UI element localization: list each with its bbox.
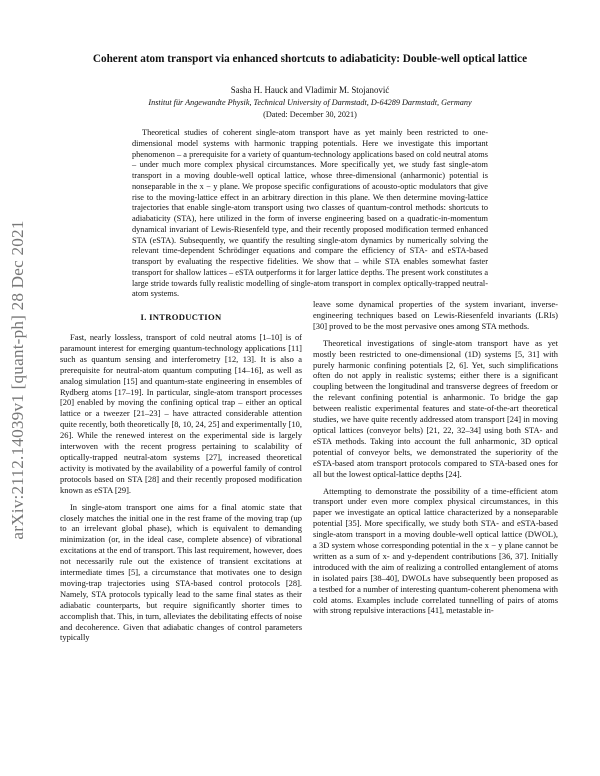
- authors: Sasha H. Hauck and Vladimir M. Stojanović: [230, 85, 390, 95]
- date: (Dated: December 30, 2021): [263, 110, 357, 119]
- paragraph: leave some dynamical properties of the system invariant, inverse-engineering techniques based on Lewis-Riesenfeld invariants (LRIs) [30] proved to be the most pervasive ones among STA methods.: [313, 299, 558, 331]
- paragraph: Fast, nearly lossless, transport of cold neutral atoms [1–10] is of paramount interest for emerging quantum-technology applications [11] such as quantum sensing and interferometry [12, 13]. It is also a prerequisite for neutral-atom quantum computing [14–16], as well as analog simulation [15] and quantum-state engineering in ensembles of Rydberg atoms [17–19]. In particular, single-atom transport processes [20] enabled by moving the confining optical trap – either an optical lattice or a tweezer [21–23] – have attracted considerable attention quite recently, both theoretically [8, 10, 24, 25] and experimentally [10, 26]. While the renewed interest on the experimental side is largely interwoven with the recent progress pertaining to scalability of optically-trapped neutral-atom systems [27], increased theoretical activity is motivated by the availability of a powerful family of control protocols based on STA [28] and their recently proposed modification known as eSTA [29].: [60, 332, 302, 495]
- paragraph: In single-atom transport one aims for a final atomic state that closely matches the initial one in the rest frame of the moving trap (up to an irrelevant global phase), which is equivalent to demanding minimization (or, in the ideal case, complete absence) of vibrational excitations at the end of transport. This last requirement, however, does not necessarily rule out the existence of transient excitations at intermediate times [5], a circumstance that motivates one to design moving-trap trajectories using STA-based control protocols [28]. Namely, STA protocols typically lead to the same final states as their adiabatic counterparts, but require significantly shorter times to accomplish that. This, in turn, alleviates the debilitating effects of noise and decoherence. Given that adiabatic changes of control parameters typically: [60, 501, 302, 643]
- arxiv-stamp-text: arXiv:2112.14039v1 [quant-ph] 28 Dec 2021: [8, 220, 27, 540]
- left-column: [60, 332, 302, 643]
- section-heading: I. INTRODUCTION: [140, 312, 222, 322]
- paper-title: Coherent atom transport via enhanced shortcuts to adiabaticity: Double-well optical lattice: [92, 53, 528, 65]
- paragraph: Attempting to demonstrate the possibility of a time-efficient atom transport under even more complex physical circumstances, in this paper we investigate an optical lattice characterized by a nonseparable potential [35]. More specifically, we study both STA- and eSTA-based single-atom transport in a moving double-well optical lattice (DWOL), a 3D system whose corresponding potential in the x − y plane cannot be written as a sum of x- and y-dependent contributions [36, 37]. Initially introduced with the aim of realizing a controlled entanglement of atoms in isolated pairs [38–40], DWOLs have subsequently been proposed as a testbed for a number of interesting quantum-coherent phenomena with cold atoms. Examples include correlated tunnelling of pairs of atoms with strong repulsive interactions [41], metastable in-: [313, 485, 558, 616]
- right-column: [313, 299, 558, 616]
- paragraph: Theoretical investigations of single-atom transport have as yet mostly been restricted to one-dimensional (1D) systems [5, 31] with purely harmonic confining potentials [2, 6]. Yet, such simplifications often do not apply in realistic systems; either there is a significant coupling between the longitudinal and transverse degrees of freedom or the relevant confining potential is anharmonic. To bridge the gap between realistic experimental features and state-of-the-art theoretical studies, we have quite recently addressed atom transport [24] in moving optical lattices (conveyor belts) [21, 22, 32–34] using both STA- and eSTA methods. Taking into account the full anharmonic, 3D optical potential of conveyor belts, we demonstrated the superiority of the eSTA-based atom transport protocols compared to STA-based ones for all but the lowest optical-lattice depths [24].: [313, 337, 558, 479]
- arxiv-stamp: [4, 160, 32, 600]
- affiliation: Institut für Angewandte Physik, Technical University of Darmstadt, D-64289 Darmstadt, Germany: [148, 98, 472, 107]
- abstract: Theoretical studies of coherent single-atom transport have as yet mainly been restricted to one-dimensional model systems with harmonic trapping potentials. Here we investigate this important phenomenon – a prerequisite for a variety of quantum-technology applications based on cold neutral atoms – under much more complex physical circumstances. More specifically yet, we study fast single-atom transport in a moving double-well optical lattice, whose three-dimensional (anharmonic) potential is nonseparable in the x − y plane. We propose specific configurations of acousto-optic modulators that give rise to the moving-lattice effect in an arbitrary direction in this plane. We then determine moving-lattice trajectories that enable single-atom transport using two classes of quantum-control methods: shortcuts to adiabaticity (STA), here utilized in the form of inverse engineering based on a quadratic-in-momentum dynamical invariant of Lewis-Riesenfeld type, and their recently proposed modification termed enhanced STA (eSTA). Subsequently, we quantify the resulting single-atom dynamics by numerically solving the relevant time-dependent Schrödinger equations and compare the efficiency of STA- and eSTA-based transport by evaluating the respective fidelities. We show that – while STA enables somewhat faster transport for shallow lattices – eSTA outperforms it for larger lattice depths. The present work constitutes a large stride towards fully realistic modelling of single-atom transport in complex optically-trapped neutral-atom systems.: [132, 128, 488, 299]
